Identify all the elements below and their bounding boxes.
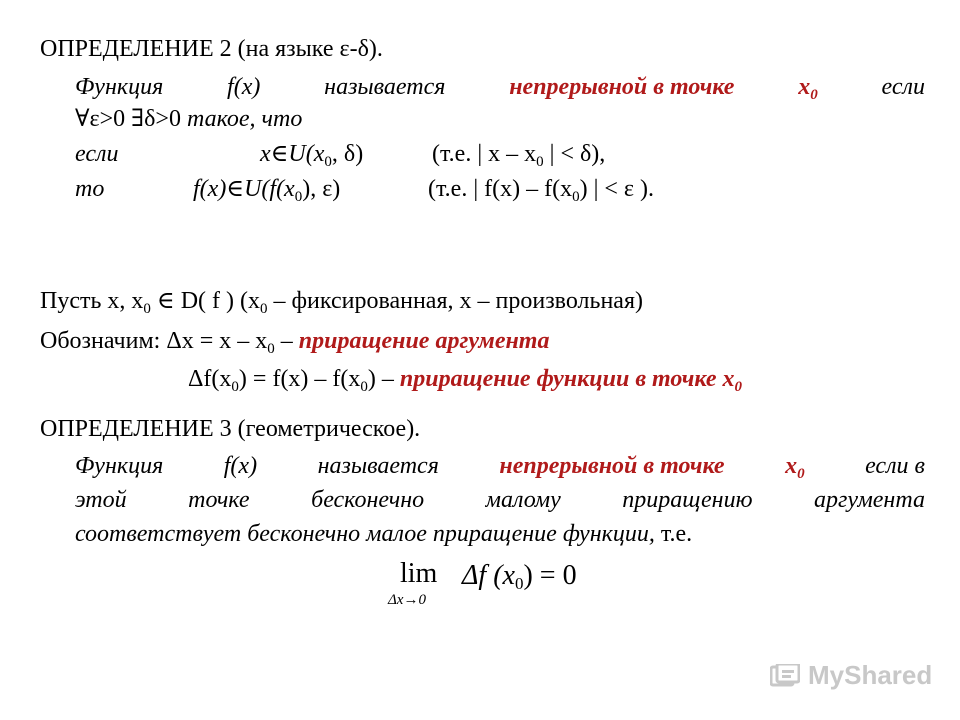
def2-then-word: то	[75, 176, 105, 202]
watermark-text: MyShared	[808, 660, 933, 690]
slides-icon	[770, 664, 800, 688]
def2-continuous-highlight: непрерывной в точке	[509, 74, 735, 100]
def2-heading: ОПРЕДЕЛЕНИЕ 2 (на языке ε-δ).	[40, 36, 383, 62]
argument-increment-highlight: приращение аргумента	[298, 328, 550, 354]
def2-if: если	[881, 74, 925, 100]
def2-fx: f(x)	[227, 74, 261, 100]
lim-operator: lim	[400, 558, 438, 589]
def2-line4	[75, 174, 104, 204]
function-increment-line: $\Delta f(x_0) = f(x) - f(x_0)$ – приращение функции в точке $x_0$	[188, 366, 742, 395]
def2-line4-note: (т.е. | $f(x) - f(x_0)$ | < ε ).	[428, 176, 654, 205]
def2-line3	[75, 139, 118, 169]
def2-line2	[75, 104, 302, 134]
def3-line1: Функция f(x) называется непрерывной в точке $x_0$ если в	[75, 451, 925, 489]
def3-heading: ОПРЕДЕЛЕНИЕ 3 (геометрическое).	[40, 416, 421, 442]
def2-x0: $x_0$	[798, 74, 818, 103]
def2-line3-note: (т.е. | x – $x_0$ | < δ),	[432, 141, 606, 170]
limit-expression: Δf $(x_0) = 0$	[462, 560, 577, 593]
def3-continuous-highlight: непрерывной в точке	[499, 453, 725, 479]
def2-quantifiers: ∀ε>0 ∃δ>0	[75, 106, 181, 132]
notation-line: Обозначим: $\Delta x = x - x_0$ – приращение аргумента	[40, 328, 550, 357]
def2-if-word: если	[75, 141, 119, 167]
def2-line3-cond: $x\in U(x_0$, δ)	[260, 141, 364, 170]
lim-subscript: Δx→0	[388, 592, 426, 608]
watermark-logo	[770, 660, 933, 692]
def3-line3: соответствует бесконечно малое приращение функции, т.е.	[75, 521, 693, 547]
function-increment-highlight: приращение функции в точке x	[399, 366, 735, 392]
def2-such-that: такое, что	[180, 106, 303, 132]
let-line: Пусть x, $x_0$ ∈ D( f ) ($x_0$ – фиксированная, x – произвольная)	[40, 288, 643, 317]
def2-line4-cond: $f(x)\in U(f(x_0)$, ε)	[193, 176, 341, 205]
def2-word-function: Функция	[75, 74, 164, 100]
def2-called: называется	[324, 74, 446, 100]
limit-formula	[388, 556, 648, 616]
def3-line2: этой точке бесконечно малому приращению аргумента	[75, 487, 925, 513]
